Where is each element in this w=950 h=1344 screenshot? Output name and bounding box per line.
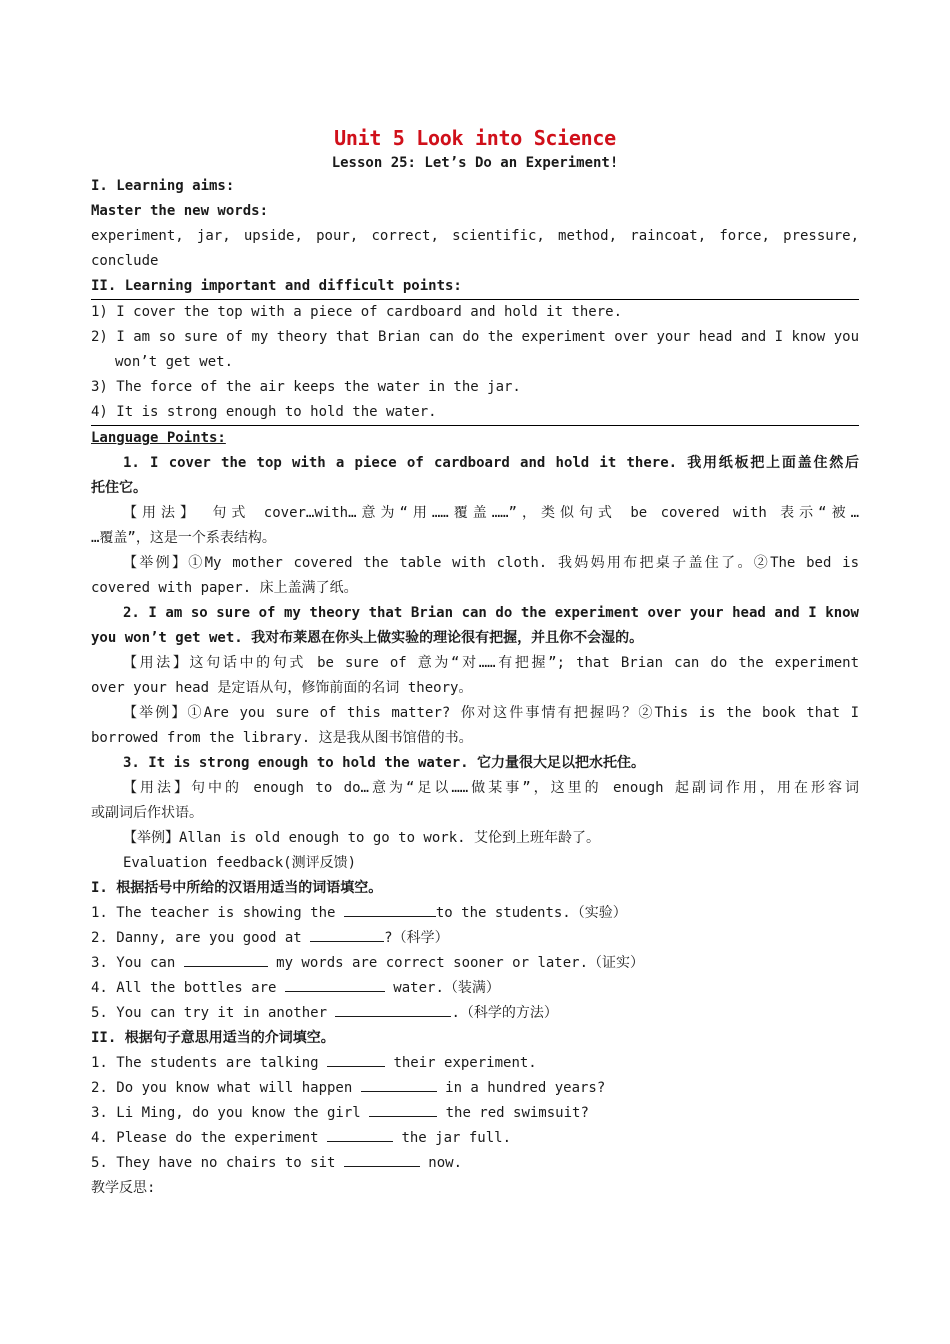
lp2-sentence-line-1: 2. I am so sure of my theory that Brian can do the experiment over your head and I know [123, 605, 859, 621]
item-text-after: in a hundred years? [436, 1080, 606, 1096]
lp2-usage-line-2: over your head 是定语从句，修饰前面的名词 theory。 [91, 680, 473, 696]
item-text-after: the red swimsuit? [437, 1105, 589, 1121]
answer-blank[interactable] [361, 1077, 437, 1092]
exercise-1-heading: I. 根据括号中所给的汉语用适当的词语填空。 [91, 880, 383, 896]
item-text-after: water.（装满） [384, 980, 500, 996]
exercise-2-item [91, 1151, 859, 1176]
point-4: 4) It is strong enough to hold the water. [91, 404, 437, 420]
unit-title: Unit 5 Look into Science [334, 126, 616, 150]
lp1-example-line-2: covered with paper. 床上盖满了纸。 [91, 580, 358, 596]
item-text-before: 2. Do you know what will happen [91, 1080, 361, 1096]
lp1-example-line-1: 【举例】①My mother covered the table with cloth. 我妈妈用布把桌子盖住了。②The bed is [123, 555, 859, 571]
teaching-reflection: 教学反思: [91, 1180, 156, 1196]
exercise-1-item [91, 926, 859, 951]
lp3-usage-line-2: 或副词后作状语。 [91, 805, 203, 821]
item-text-before: 5. You can try it in another [91, 1005, 336, 1021]
points-heading: II. Learning important and difficult points: [91, 278, 462, 294]
item-text-after: .（科学的方法） [451, 1005, 558, 1021]
answer-blank[interactable] [310, 927, 384, 942]
answer-blank[interactable] [327, 1127, 393, 1142]
lp1-usage-line-1: 【用法】 句式 cover…with…意为“用……覆盖……”，类似句式 be covered with 表示“被… [123, 505, 859, 521]
item-text-before: 1. The teacher is showing the [91, 905, 344, 921]
item-text-after: my words are correct sooner or later.（证实） [267, 955, 645, 971]
exercise-2-heading: II. 根据句子意思用适当的介词填空。 [91, 1030, 335, 1046]
item-text-after: their experiment. [385, 1055, 537, 1071]
aims-heading: I. Learning aims: [91, 178, 235, 194]
lp3-sentence: 3. It is strong enough to hold the water. 它力量很大足以把水托住。 [123, 755, 646, 771]
point-2-line-2: won’t get wet. [115, 354, 234, 370]
lp2-example-line-1: 【举例】①Are you sure of this matter? 你对这件事情有把握吗？②This is the book that I [123, 705, 859, 721]
answer-blank[interactable] [285, 977, 385, 992]
exercise-2-item [91, 1101, 859, 1126]
new-words-heading: Master the new words: [91, 203, 269, 219]
exercise-1-item [91, 901, 859, 926]
lp2-usage-line-1: 【用法】这句话中的句式 be sure of 意为“对……有把握”; that Brian can do the experiment [123, 655, 859, 671]
lesson-subtitle: Lesson 25: Let’s Do an Experiment! [331, 155, 619, 171]
exercise-1-item [91, 976, 859, 1001]
exercise-1-item [91, 951, 859, 976]
document-body [91, 124, 859, 1201]
point-3: 3) The force of the air keeps the water in the jar. [91, 379, 521, 395]
item-text-before: 3. Li Ming, do you know the girl [91, 1105, 370, 1121]
item-text-before: 3. You can [91, 955, 184, 971]
lp3-usage-line-1: 【用法】句中的 enough to do…意为“足以……做某事”，这里的 enough 起副词作用，用在形容词 [123, 780, 859, 796]
item-text-after: to the students.（实验） [435, 905, 627, 921]
lp3-example: 【举例】Allan is old enough to go to work. 艾伦到上班年龄了。 [123, 830, 601, 846]
item-text-before: 5. They have no chairs to sit [91, 1155, 344, 1171]
point-2-line-1: 2) I am so sure of my theory that Brian can do the experiment over your head and I know you [91, 329, 859, 345]
language-points-heading: Language Points: [91, 430, 226, 446]
answer-blank[interactable] [344, 1152, 420, 1167]
item-text-before: 2. Danny, are you good at [91, 930, 311, 946]
answer-blank[interactable] [344, 902, 436, 917]
exercise-1-item [91, 1001, 859, 1026]
new-words-line-2: conclude [91, 253, 159, 269]
item-text-after: the jar full. [393, 1130, 512, 1146]
lp1-usage-line-2: …覆盖”，这是一个系表结构。 [91, 530, 276, 546]
item-text-before: 4. Please do the experiment [91, 1130, 328, 1146]
lp2-example-line-2: borrowed from the library. 这是我从图书馆借的书。 [91, 730, 473, 746]
lp1-sentence-line-1: 1. I cover the top with a piece of cardboard and hold it there. 我用纸板把上面盖住然后 [123, 455, 859, 471]
new-words-line-1: experiment, jar, upside, pour, correct, scientific, method, raincoat, force, pressure, [91, 228, 859, 244]
answer-blank[interactable] [369, 1102, 437, 1117]
lp1-sentence-line-2: 托住它。 [91, 480, 147, 496]
answer-blank[interactable] [184, 952, 268, 967]
exercise-2-item [91, 1076, 859, 1101]
answer-blank[interactable] [327, 1052, 385, 1067]
item-text-after: ?（科学） [384, 930, 449, 946]
exercise-2-item [91, 1051, 859, 1076]
answer-blank[interactable] [335, 1002, 451, 1017]
lp2-sentence-line-2: you won’t get wet. 我对布莱恩在你头上做实验的理论很有把握，并且你不会湿的。 [91, 630, 644, 646]
point-1: 1) I cover the top with a piece of cardboard and hold it there. [91, 304, 623, 320]
item-text-before: 4. All the bottles are [91, 980, 285, 996]
exercise-2-item [91, 1126, 859, 1151]
evaluation-feedback-heading: Evaluation feedback(测评反馈) [123, 855, 357, 871]
item-text-before: 1. The students are talking [91, 1055, 328, 1071]
item-text-after: now. [419, 1155, 463, 1171]
